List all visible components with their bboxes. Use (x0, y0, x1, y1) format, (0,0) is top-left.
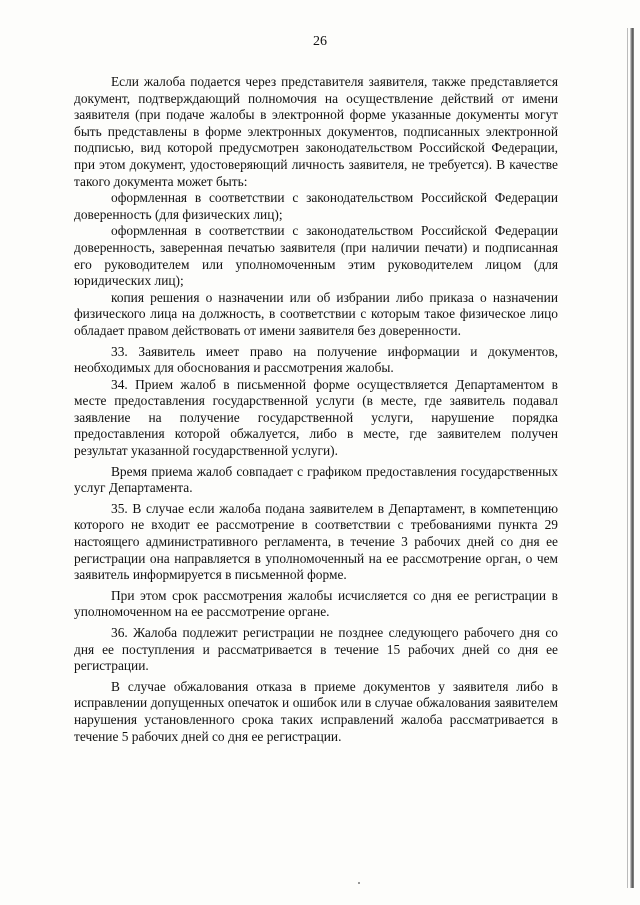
paragraph-item-36: 36. Жалоба подлежит регистрации не позднее следующего рабочего дня со дня ее поступления и рассматривается в течение 15 рабочих дней со дня ее регистрации. (74, 625, 558, 674)
paragraph-refusal-appeal-period: В случае обжалования отказа в приеме документов у заявителя либо в исправлении допущенных опечаток и ошибок или в случае обжалования заявителем нарушения установленного срока таких исправлений жалоба рассматривается в течение 5 рабочих дней со дня ее регистрации. (74, 678, 558, 744)
paragraph-representative-documents: Если жалоба подается через представителя заявителя, также представляется документ, подтверждающий полномочия на осуществление действий от имени заявителя (при подаче жалобы в электронной форме указанные документы могут быть представлены в форме электронных документов, подписанных электронной подписью, вид которой предусмотрен законодательством Российской Федерации, при этом документ, удостоверяющий личность заявителя, не требуется). В качестве такого документа может быть: (74, 74, 558, 189)
paragraph-item-35: 35. В случае если жалоба подана заявителем в Департамент, в компетенцию которого не входит ее рассмотрение в соответствии с требованиями пункта 29 настоящего административного регламента, в течение 3 рабочих дней со дня ее регистрации она направляется в уполномоченный на ее рассмотрение орган, о чем заявитель информируется в письменной форме. (74, 500, 558, 583)
paragraph-item-33: 33. Заявитель имеет право на получение информации и документов, необходимых для обоснования и рассмотрения жалобы. (74, 343, 558, 376)
paragraph-power-of-attorney-legal-entities: оформленная в соответствии с законодательством Российской Федерации доверенность, заверенная печатью заявителя (при наличии печати) и подписанная его руководителем или уполномоченным этим руководителем лицом (для юридических лиц); (74, 223, 558, 289)
scan-speck (358, 882, 360, 884)
paragraph-power-of-attorney-individuals: оформленная в соответствии с законодательством Российской Федерации доверенность (для физических лиц); (74, 190, 558, 222)
scan-edge-line (627, 28, 628, 888)
page-number: 26 (313, 34, 327, 49)
document-body (74, 74, 558, 745)
paragraph-review-period-start: При этом срок рассмотрения жалобы исчисляется со дня ее регистрации в уполномоченном на ее рассмотрение органе. (74, 587, 558, 620)
paragraph-appointment-decision: копия решения о назначении или об избрании либо приказа о назначении физического лица на должность, в соответствии с которым такое физическое лицо обладает правом действовать от имени заявителя без доверенности. (74, 289, 558, 338)
paragraph-reception-schedule: Время приема жалоб совпадает с графиком предоставления государственных услуг Департамента. (74, 463, 558, 496)
paragraph-item-34: 34. Прием жалоб в письменной форме осуществляется Департаментом в месте предоставления государственной услуги (в месте, где заявитель подавал заявление на получение государственной услуги, нарушение порядка предоставления которой обжалуется, либо в месте, где заявителем получен результат указанной государственной услуги). (74, 376, 558, 459)
scan-edge-shadow (630, 28, 634, 888)
